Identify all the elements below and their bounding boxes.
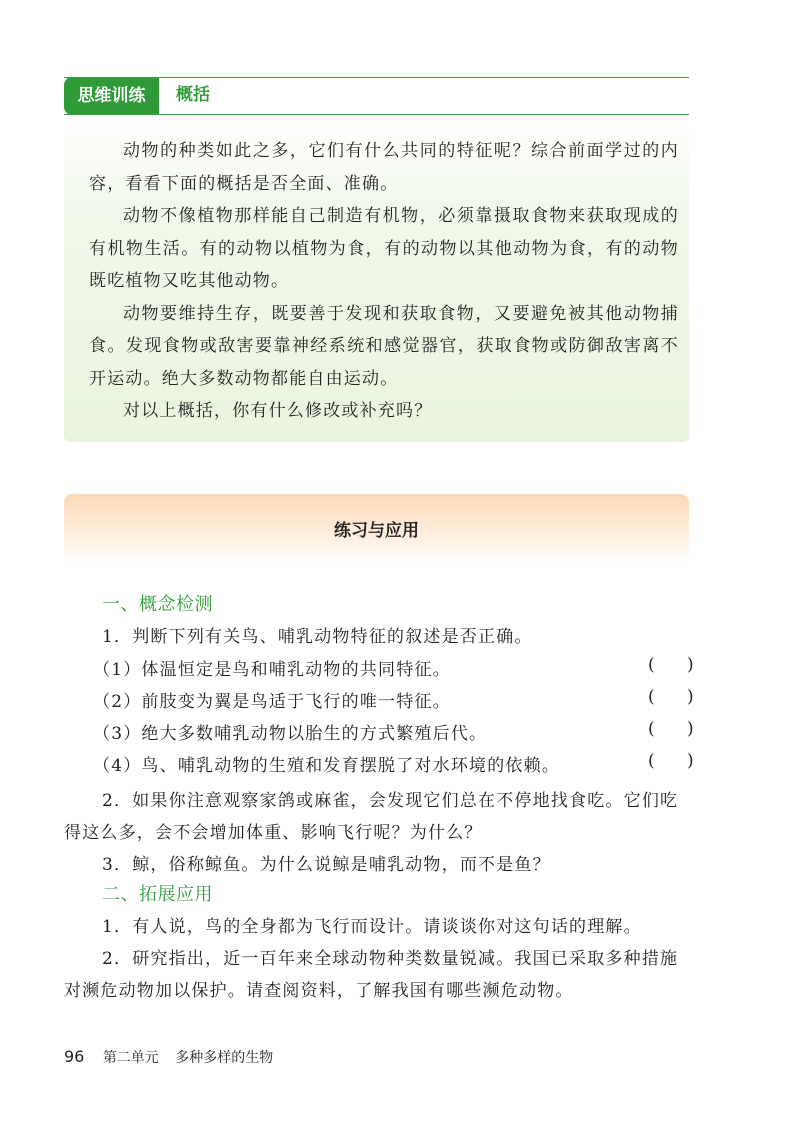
judgment-item-3: （3）绝大多数哺乳动物以胎生的方式繁殖后代。 — [93, 724, 488, 744]
question-1: 1．判断下列有关鸟、哺乳动物特征的叙述是否正确。 — [102, 627, 533, 647]
unit-label: 第二单元 — [102, 1050, 159, 1066]
practice-header — [64, 494, 689, 564]
question-2-line-2: 得这么多，会不会增加体重、影响飞行呢？为什么？ — [64, 823, 483, 843]
answer-blank-3[interactable]: ( ) — [648, 719, 694, 739]
question-2-line-1: 2．如果你注意观察家鸽或麻雀，会发现它们总在不停地找食吃。它们吃 — [102, 791, 679, 811]
practice-title: 练习与应用 — [334, 521, 419, 541]
thinking-paragraph: 对以上概括，你有什么修改或补充吗？ — [123, 401, 433, 421]
judgment-item-1: （1）体温恒定是鸟和哺乳动物的共同特征。 — [93, 660, 451, 680]
section-heading-concept-check: 一、概念检测 — [102, 594, 213, 615]
thinking-header — [64, 77, 689, 115]
page-number: 96 — [64, 1047, 85, 1066]
thinking-paragraph: 动物要维持生存，既要善于发现和获取食物，又要避免被其他动物捕食。发现食物或敌害要靠神经系统和感觉器官，获取食物或防御敌害离不开运动。绝大多数动物都能自由运动。 — [89, 303, 679, 389]
page-footer — [64, 1047, 273, 1067]
answer-blank-1[interactable]: ( ) — [648, 655, 694, 675]
thinking-tag: 思维训练 — [64, 77, 159, 115]
thinking-text — [89, 135, 679, 428]
thinking-paragraph: 动物不像植物那样能自己制造有机物，必须靠摄取食物来获取现成的有机物生活。有的动物以植物为食，有的动物以其他动物为食，有的动物既吃植物又吃其他动物。 — [89, 206, 679, 291]
section-heading-extension: 二、拓展应用 — [102, 884, 213, 905]
judgment-item-4: （4）鸟、哺乳动物的生殖和发育摆脱了对水环境的依赖。 — [93, 756, 561, 776]
judgment-item-2: （2）前肢变为翼是鸟适于飞行的唯一特征。 — [93, 692, 451, 712]
answer-blank-4[interactable]: ( ) — [648, 751, 694, 771]
question-3: 3．鲸，俗称鲸鱼。为什么说鲸是哺乳动物，而不是鱼？ — [102, 855, 551, 875]
extension-question-2-line-2: 对濒危动物加以保护。请查阅资料，了解我国有哪些濒危动物。 — [64, 981, 574, 1001]
chapter-label: 多种多样的生物 — [175, 1050, 274, 1066]
thinking-title: 概括 — [176, 85, 210, 105]
extension-question-1: 1．有人说，鸟的全身都为飞行而设计。请谈谈你对这句话的理解。 — [102, 917, 642, 937]
answer-blank-2[interactable]: ( ) — [648, 687, 694, 707]
extension-question-2-line-1: 2．研究指出，近一百年来全球动物种类数量锐减。我国已采取多种措施 — [102, 949, 679, 969]
thinking-paragraph: 动物的种类如此之多，它们有什么共同的特征呢？综合前面学过的内容，看看下面的概括是否全面、准确。 — [89, 141, 679, 194]
